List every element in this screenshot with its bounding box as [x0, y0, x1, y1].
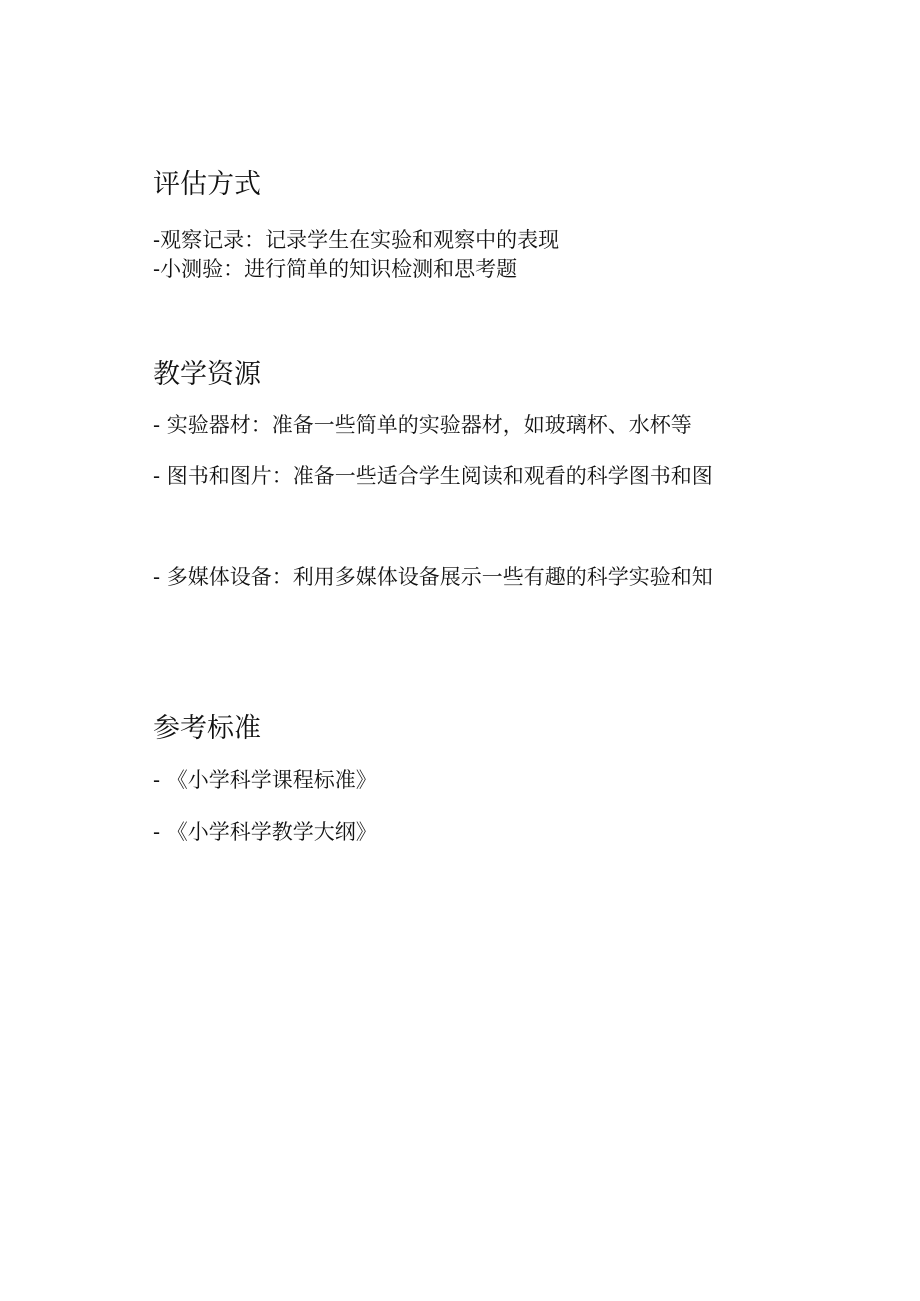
list-item: - 《小学科学课程标准》	[153, 768, 377, 792]
section-heading-assessment: 评估方式	[153, 169, 261, 200]
list-item: - 《小学科学教学大纲》	[153, 820, 377, 844]
section-heading-references: 参考标准	[153, 713, 261, 744]
list-item: - 图书和图片：准备一些适合学生阅读和观看的科学图书和图	[153, 464, 713, 488]
list-item: -小测验：进行简单的知识检测和思考题	[153, 257, 518, 281]
section-heading-resources: 教学资源	[153, 359, 261, 390]
list-item: -观察记录：记录学生在实验和观察中的表现	[153, 228, 560, 252]
list-item: - 多媒体设备：利用多媒体设备展示一些有趣的科学实验和知	[153, 565, 713, 589]
list-item: - 实验器材：准备一些简单的实验器材，如玻璃杯、水杯等	[153, 413, 692, 437]
